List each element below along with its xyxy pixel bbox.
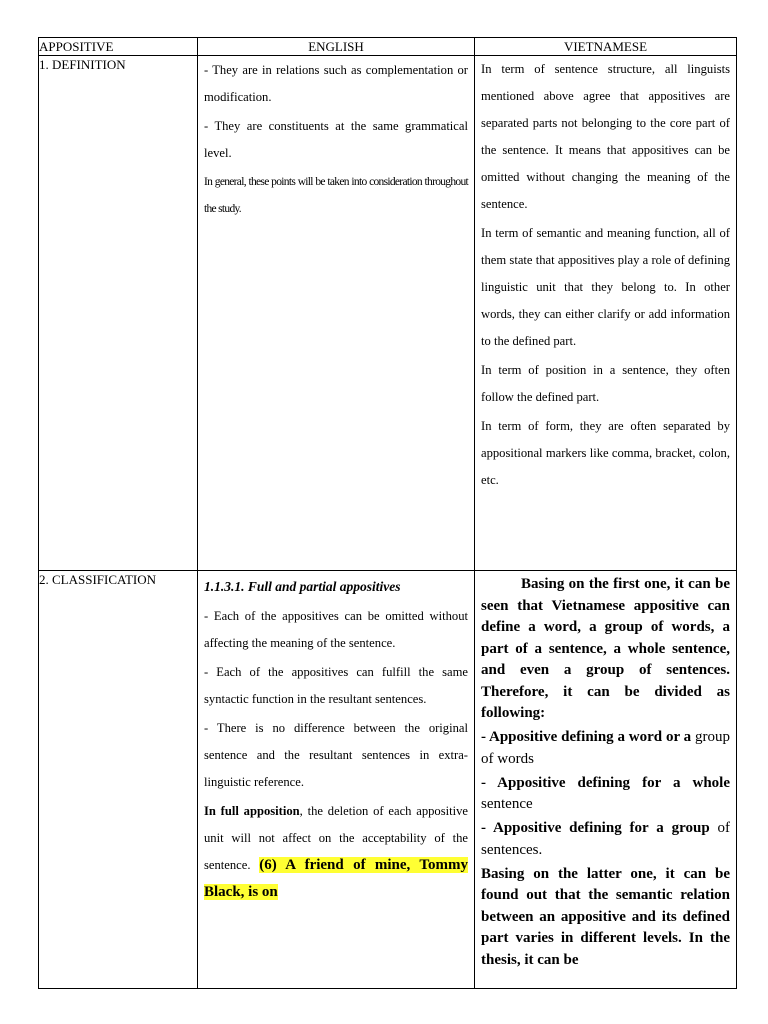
list-item-bold: - Appositive defining a word or a	[481, 729, 692, 746]
definition-english-note: In general, these points will be taken into consideration throughout the study.	[204, 176, 468, 215]
classification-vietnamese-intro	[481, 574, 730, 725]
list-item	[481, 773, 730, 816]
definition-vietnamese-paragraph: In term of position in a sentence, they often follow the defined part.	[481, 363, 730, 404]
list-item-bold: - Appositive defining for a group	[481, 820, 710, 837]
definition-english-point: - They are in relations such as complementation or modification.	[204, 63, 468, 104]
row-label-definition: 1. DEFINITION	[39, 56, 198, 571]
list-item-text: sentence	[481, 796, 533, 813]
header-english: ENGLISH	[198, 38, 475, 56]
full-apposition-text: , the deletion of each appositive unit will not affect on the acceptability of the sentence.	[204, 804, 468, 872]
first-basis-label: Basing on the first one,	[521, 576, 671, 592]
list-item	[481, 727, 730, 770]
full-apposition-term: In full apposition	[204, 804, 300, 818]
section-heading: 1.1.3.1. Full and partial appositives	[204, 579, 401, 594]
latter-basis-label: Basing on the latter one,	[481, 865, 657, 882]
definition-vietnamese-cell	[475, 56, 737, 571]
definition-english-cell	[198, 56, 475, 571]
classification-vietnamese-latter	[481, 864, 730, 972]
table-header-row	[39, 38, 737, 56]
list-item-bold: - Appositive defining for a whole	[481, 774, 730, 791]
row-label-classification: 2. CLASSIFICATION	[39, 571, 198, 989]
header-vietnamese: VIETNAMESE	[475, 38, 737, 56]
classification-english-point: - Each of the appositives can be omitted without affecting the meaning of the sentence.	[204, 609, 468, 650]
header-appositive: APPOSITIVE	[39, 38, 198, 56]
classification-english-cell	[198, 571, 475, 989]
highlighted-example: (6) A friend of mine, Tommy Black, is on	[204, 857, 468, 900]
definition-vietnamese-paragraph: In term of semantic and meaning function, all of them state that appositives play a role of defining linguistic unit that they belong to. In other words, they can either clarify or add information to the defined part.	[481, 226, 730, 348]
list-item-text: of sentences.	[481, 820, 731, 858]
appositive-comparison-table	[38, 37, 737, 989]
table-row-classification	[39, 571, 737, 989]
classification-vietnamese-cell	[475, 571, 737, 989]
classification-english-point: - Each of the appositives can fulfill the same syntactic function in the resultant sentences.	[204, 665, 468, 706]
classification-english-point: - There is no difference between the original sentence and the resultant sentences in extra-linguistic reference.	[204, 721, 468, 789]
table-row-definition	[39, 56, 737, 571]
definition-vietnamese-paragraph: In term of form, they are often separated by appositional markers like comma, bracket, colon, etc.	[481, 419, 730, 487]
definition-english-point: - They are constituents at the same grammatical level.	[204, 119, 468, 160]
full-apposition-paragraph	[204, 798, 468, 906]
list-item-text: group of words	[481, 729, 731, 767]
first-basis-text: it can be seen that Vietnamese appositive can define a word, a group of words, a part of a sentence, a whole sentence, and even a group of sentences. Therefore, it can be divided as following:	[481, 576, 730, 721]
list-item	[481, 818, 730, 861]
latter-basis-text: it can be found out that the semantic relation between an appositive and its defined part varies in different levels. In the thesis, it can be	[481, 865, 730, 968]
definition-vietnamese-paragraph: In term of sentence structure, all linguists mentioned above agree that appositives are separated parts not belonging to the core part of the sentence. It means that appositives can be omitted without changing the meaning of the sentence.	[481, 62, 730, 211]
